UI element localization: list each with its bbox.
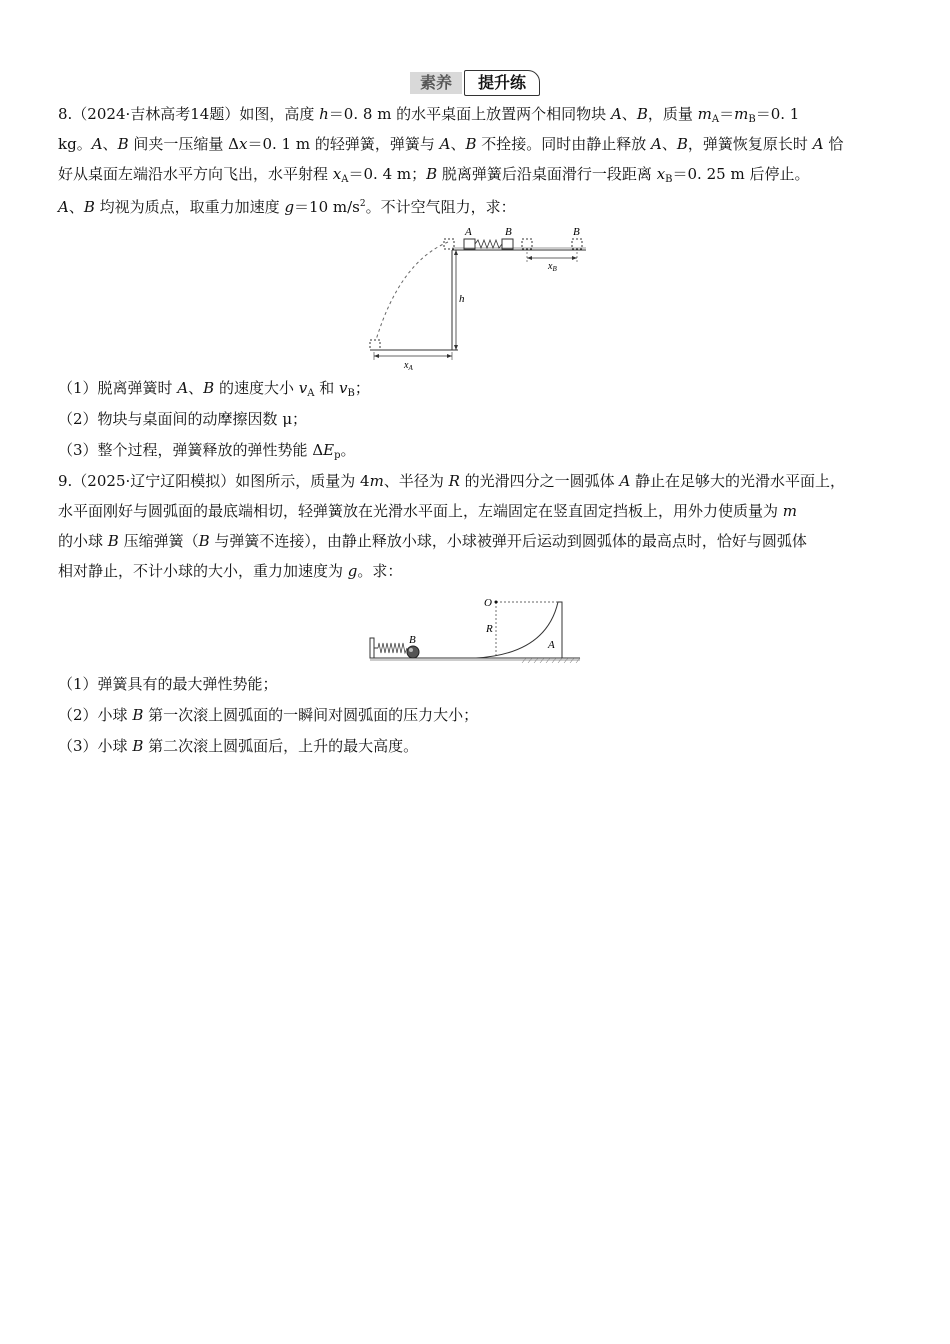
- q8-line-2: kg。A、B 间夹一压缩量 Δx＝0. 1 m 的轻弹簧，弹簧与 A、B 不拴接。同时由静止释放 A、B，弹簧恢复原长时 A 恰: [58, 135, 844, 153]
- q9-part-2: （2）小球 B 第一次滚上圆弧面的一瞬间对圆弧面的压力大小；: [58, 706, 479, 724]
- label-a: A: [465, 226, 472, 238]
- label-r: R: [486, 623, 493, 635]
- q9-line-4: 相对静止，不计小球的大小，重力加速度为 g。求：: [58, 562, 403, 580]
- center-o: [495, 601, 498, 604]
- q9-part-3: （3）小球 B 第二次滚上圆弧面后，上升的最大高度。: [58, 737, 419, 755]
- q8-part-3: （3）整个过程，弹簧释放的弹性势能 $\Delta E_p$。: [58, 441, 356, 461]
- spring: [475, 240, 502, 248]
- block-a-edge-dashed: [444, 239, 454, 249]
- q8-part-2: （2）物块与桌面间的动摩擦因数 μ；: [58, 410, 308, 428]
- block-b: [502, 239, 513, 249]
- q8-part-1: （1）脱离弹簧时 A、B 的速度大小 $v_A$ 和 $v_B$；: [58, 379, 370, 399]
- label-b-end: B: [573, 226, 580, 238]
- block-a-landing-dashed: [370, 340, 380, 350]
- label-o: O: [484, 597, 492, 609]
- q9-figure: [366, 592, 586, 666]
- label-xa: $x_A$: [404, 360, 413, 372]
- section-banner: [410, 70, 544, 96]
- q9-line-2: 水平面刚好与圆弧面的最底端相切，轻弹簧放在光滑水平面上，左端固定在竖直固定挡板上，用外力使质量为 m: [58, 502, 798, 520]
- banner-left-label: 素养: [410, 72, 462, 94]
- q9-line-1: 9.（2025·辽宁辽阳模拟）如图所示，质量为 4m、半径为 R 的光滑四分之一圆弧体 A 静止在足够大的光滑水平面上，: [58, 472, 846, 490]
- label-xb: $x_B$: [548, 261, 557, 273]
- label-b: B: [505, 226, 512, 238]
- trajectory: [376, 242, 448, 340]
- fixed-plate: [370, 638, 374, 658]
- banner-right-label: 提升练: [464, 70, 540, 96]
- q9-line-3: 的小球 B 压缩弹簧（B 与弹簧不连接），由静止释放小球，小球被弹开后运动到圆弧体的最高点时，恰好与圆弧体: [58, 532, 807, 550]
- q8-line-3: 好从桌面左端沿水平方向飞出，水平射程 $x_A=0$. 4 m；B 脱离弹簧后沿桌面滑行一段距离 $x_B=0$. 25 m 后停止。: [58, 165, 810, 185]
- q9-part-1: （1）弹簧具有的最大弹性势能；: [58, 675, 278, 693]
- ball-b: [407, 646, 419, 658]
- q8-figure: [360, 222, 600, 372]
- label-a: A: [548, 639, 555, 651]
- q8-line-1: 8.（2024·吉林高考14题）如图，高度 h＝0. 8 m 的水平桌面上放置两个相同物块 A、B，质量 $m_A=m_B=0$. 1: [58, 105, 800, 125]
- block-a: [464, 239, 475, 249]
- spring: [374, 643, 407, 653]
- label-b: B: [409, 634, 416, 646]
- label-h: h: [459, 293, 465, 305]
- q8-line-4: A、B 均视为质点，取重力加速度 g＝10 $m/s^2$。不计空气阻力，求：: [58, 198, 516, 216]
- block-b-end-dashed: [572, 239, 582, 249]
- block-b-start-dashed: [522, 239, 532, 249]
